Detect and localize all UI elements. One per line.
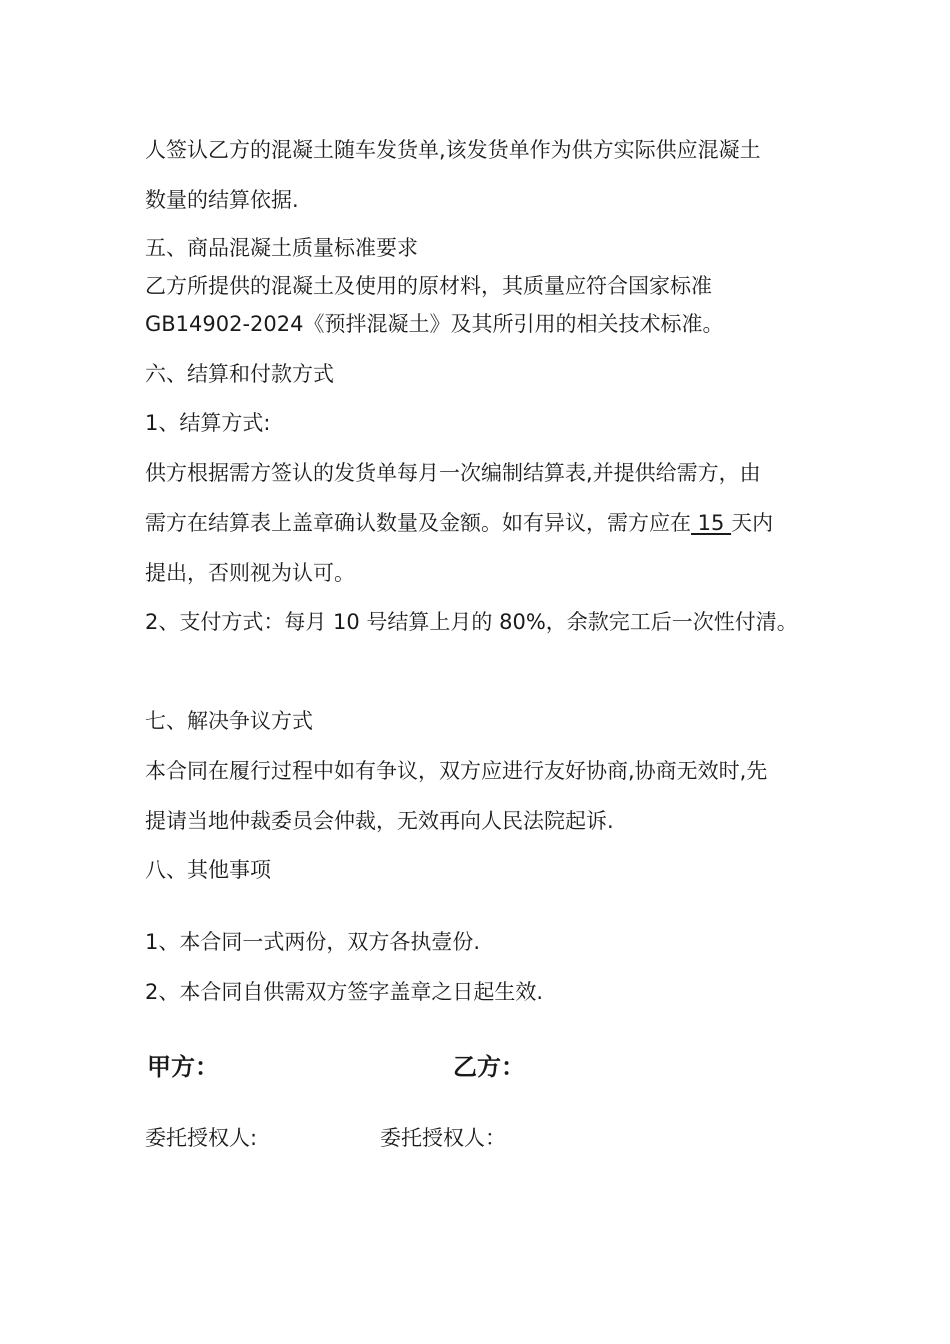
section6-item1-line2-pre: 需方在结算表上盖章确认数量及金额。如有异议，需方应在 <box>145 511 691 535</box>
section5-line1: 乙方所提供的混凝土及使用的原材料，其质量应符合国家标准 <box>145 274 712 298</box>
section8-item2: 2、本合同自供需双方签字盖章之日起生效. <box>145 980 544 1004</box>
section5-line2: GB14902-2024《预拌混凝土》及其所引用的相关技术标准。 <box>145 312 724 336</box>
section7-line1: 本合同在履行过程中如有争议，双方应进行友好协商,协商无效时,先 <box>145 759 768 783</box>
party-b-label: 乙方： <box>453 1053 525 1081</box>
settlement-days-value: 15 <box>691 511 732 535</box>
section4-line1: 人签认乙方的混凝土随车发货单,该发货单作为供方实际供应混凝土 <box>145 138 761 162</box>
section6-item1-line1: 供方根据需方签认的发货单每月一次编制结算表,并提供给需方，由 <box>145 461 761 485</box>
section8-item1: 1、本合同一式两份，双方各执壹份. <box>145 930 481 954</box>
section6-item1-title: 1、结算方式: <box>145 411 271 435</box>
section4-line2: 数量的结算依据. <box>145 188 299 212</box>
section6-item2: 2、支付方式：每月 10 号结算上月的 80%，余款完工后一次性付清。 <box>145 610 798 634</box>
section6-heading: 六、结算和付款方式 <box>145 362 334 386</box>
section6-item1-line2 <box>145 508 773 538</box>
section6-item1-line3: 提出，否则视为认可。 <box>145 561 355 585</box>
section6-item1-line2-post: 天内 <box>731 511 774 535</box>
section5-heading: 五、商品混凝土质量标准要求 <box>145 236 418 260</box>
section7-heading: 七、解决争议方式 <box>145 709 313 733</box>
section7-line2: 提请当地仲裁委员会仲裁，无效再向人民法院起诉. <box>145 809 614 833</box>
section8-heading: 八、其他事项 <box>145 858 271 882</box>
party-a-agent-label: 委托授权人: <box>145 1126 258 1150</box>
party-a-label: 甲方： <box>147 1053 219 1081</box>
party-b-agent-label: 委托授权人： <box>380 1126 506 1150</box>
